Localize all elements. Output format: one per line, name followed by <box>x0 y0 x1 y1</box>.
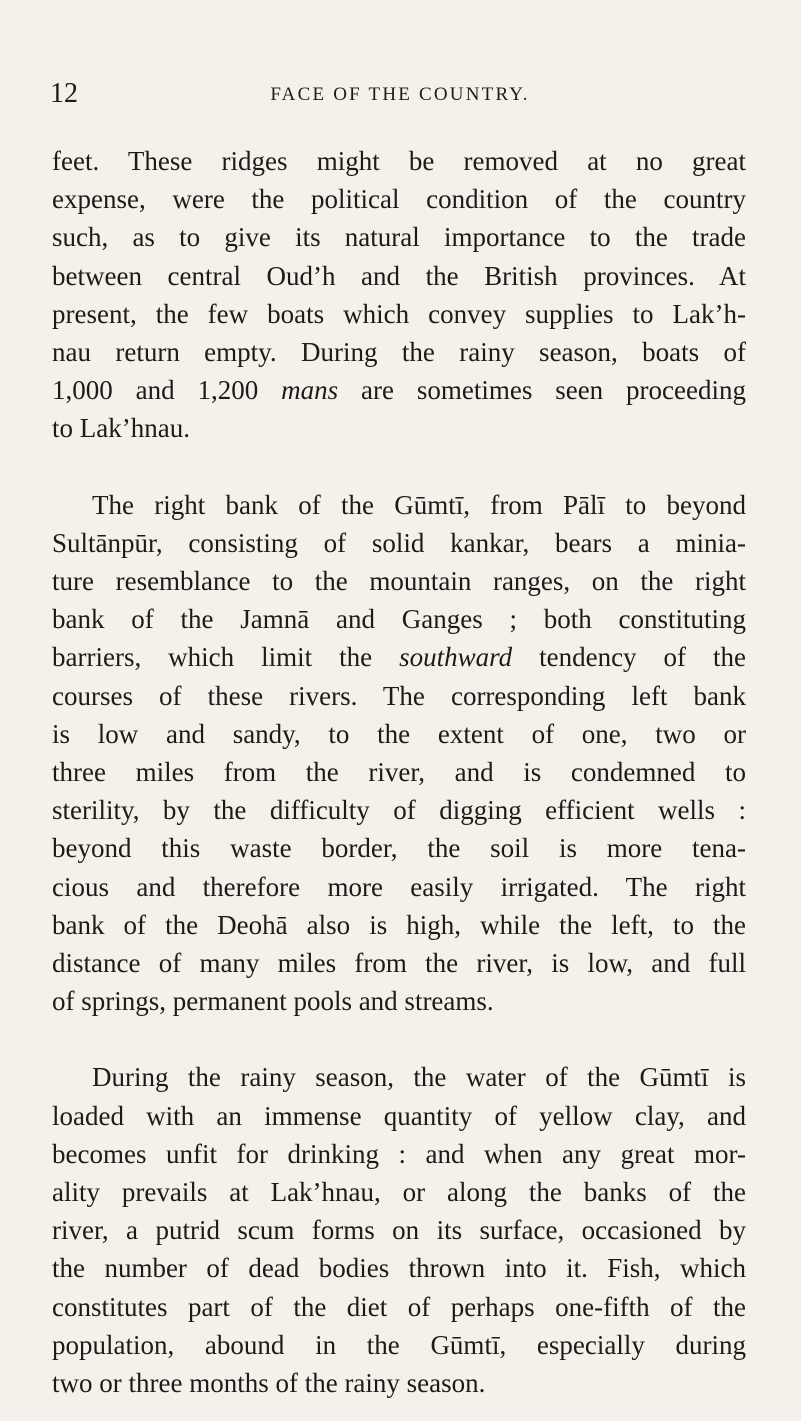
text-line: courses of these rivers. The corresponding left bank <box>52 680 746 711</box>
text-line: ality prevails at Lak’hnau, or along the banks of the <box>52 1177 746 1208</box>
page-header <box>50 78 750 114</box>
text-line: beyond this waste border, the soil is more tena- <box>52 833 746 864</box>
running-title: FACE OF THE COUNTRY. <box>270 84 530 105</box>
text-line: constitutes part of the diet of perhaps one-fifth of the <box>52 1291 746 1322</box>
text-line: two or three months of the rainy season. <box>52 1368 486 1399</box>
text-run: 1,000 and 1,200 <box>52 375 282 406</box>
text-line: feet. These ridges might be removed at no great <box>52 146 746 176</box>
italic-term: mans <box>281 375 339 406</box>
text-line: The right bank of the Gūmtī, from Pālī to beyond <box>92 489 746 520</box>
paragraph-3 <box>52 1058 746 1402</box>
page-number: 12 <box>50 78 78 109</box>
text-line: sterility, by the difficulty of digging efficient wells : <box>52 795 746 826</box>
text-line: three miles from the river, and is condemned to <box>52 757 746 788</box>
paragraph-2 <box>52 486 746 1021</box>
italic-term: southward <box>399 642 513 673</box>
text-run: are sometimes seen proceeding <box>338 375 746 406</box>
body-text <box>52 142 746 1402</box>
text-line: distance of many miles from the river, is low, and full <box>52 948 746 979</box>
text-line <box>52 638 746 676</box>
paragraph-1 <box>52 142 746 448</box>
text-line: the number of dead bodies thrown into it. Fish, which <box>52 1253 746 1284</box>
text-line: cious and therefore more easily irrigated. The right <box>52 871 746 902</box>
text-line <box>52 371 746 409</box>
text-run: tendency of the <box>512 642 746 673</box>
text-line: of springs, permanent pools and streams. <box>52 986 494 1017</box>
text-line: to Lak’hnau. <box>52 413 190 444</box>
text-line: present, the few boats which convey supplies to Lak’h- <box>52 298 746 329</box>
text-line: bank of the Jamnā and Ganges ; both constituting <box>52 604 746 635</box>
text-run: barriers, which limit the <box>52 642 400 673</box>
text-line: between central Oud’h and the British provinces. At <box>52 260 746 291</box>
text-line: nau return empty. During the rainy season, boats of <box>52 337 746 368</box>
text-line: bank of the Deohā also is high, while the left, to the <box>52 909 746 940</box>
text-line: such, as to give its natural importance to the trade <box>52 222 746 253</box>
text-line: is low and sandy, to the extent of one, two or <box>52 718 746 749</box>
text-line: river, a putrid scum forms on its surface, occasioned by <box>52 1215 746 1246</box>
text-line: Sultānpūr, consisting of solid kankar, bears a minia- <box>52 527 746 558</box>
text-line: expense, were the political condition of the country <box>52 184 746 215</box>
text-line: During the rainy season, the water of the Gūmtī is <box>92 1062 746 1093</box>
text-line: loaded with an immense quantity of yellow clay, and <box>52 1100 746 1131</box>
text-line: ture resemblance to the mountain ranges, on the right <box>52 566 746 597</box>
text-line: population, abound in the Gūmtī, especially during <box>52 1329 746 1360</box>
text-line: becomes unfit for drinking : and when any great mor- <box>52 1138 746 1169</box>
